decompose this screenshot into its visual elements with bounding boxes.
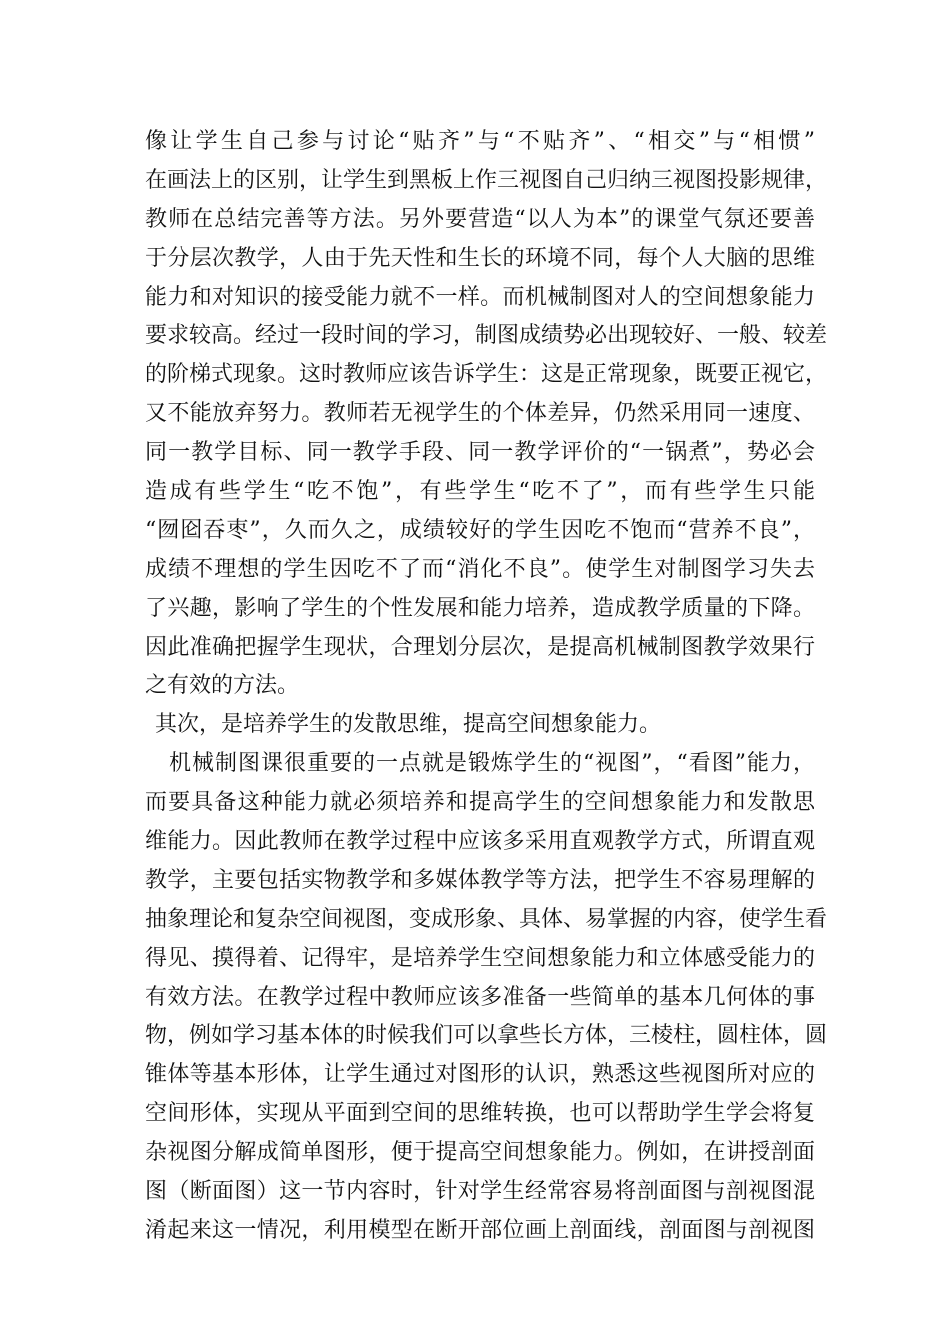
text-line: 了兴趣，影响了学生的个性发展和能力培养，造成教学质量的下降。 [145, 595, 815, 621]
text-line: 得见、摸得着、记得牢，是培养学生空间想象能力和立体感受能力的 [145, 945, 815, 971]
text-line: 在画法上的区别，让学生到黑板上作三视图自己归纳三视图投影规律， [145, 167, 828, 193]
text-line: 又不能放弃努力。教师若无视学生的个体差异，仍然采用同一速度、 [145, 401, 815, 427]
text-line: 教学，主要包括实物教学和多媒体教学等方法，把学生不容易理解的 [145, 867, 815, 893]
text-line: 于分层次教学，人由于先天性和生长的环境不同，每个人大脑的思维 [145, 245, 815, 271]
section-heading: 其次，是培养学生的发散思维，提高空间想象能力。 [155, 712, 662, 738]
text-line: “囫囵吞枣”，久而久之，成绩较好的学生因吃不饱而“营养不良”， [145, 517, 815, 543]
text-line: 因此准确把握学生现状，合理划分层次，是提高机械制图教学效果行 [145, 634, 815, 660]
text-line: 的阶梯式现象。这时教师应该告诉学生：这是正常现象，既要正视它， [145, 362, 828, 388]
text-line: 有效方法。在教学过程中教师应该多准备一些简单的基本几何体的事 [145, 984, 815, 1010]
text-line: 成绩不理想的学生因吃不了而“消化不良”。使学生对制图学习失去 [145, 556, 815, 582]
text-line: 之有效的方法。 [145, 673, 300, 699]
text-line: 像让学生自己参与讨论“贴齐”与“不贴齐”、“相交”与“相惯” [145, 129, 815, 154]
text-line: 维能力。因此教师在教学过程中应该多采用直观教学方式，所谓直观 [145, 829, 815, 855]
text-line: 能力和对知识的接受能力就不一样。而机械制图对人的空间想象能力 [145, 284, 815, 310]
text-line: 杂视图分解成简单图形，便于提高空间想象能力。例如，在讲授剖面 [145, 1140, 815, 1166]
text-line: 而要具备这种能力就必须培养和提高学生的空间想象能力和发散思 [145, 790, 815, 816]
text-line: 同一教学目标、同一教学手段、同一教学评价的“一锅煮”，势必会 [145, 440, 815, 466]
text-line: 淆起来这一情况，利用模型在断开部位画上剖面线，剖面图与剖视图 [145, 1217, 815, 1243]
text-line: 锥体等基本形体，让学生通过对图形的认识，熟悉这些视图所对应的 [145, 1062, 815, 1088]
text-line: 要求较高。经过一段时间的学习，制图成绩势必出现较好、一般、较差 [145, 323, 828, 349]
text-line: 教师在总结完善等方法。另外要营造“以人为本”的课堂气氛还要善 [145, 206, 815, 232]
text-line: 机械制图课很重要的一点就是锻炼学生的“视图”，“看图”能力， [169, 751, 815, 777]
body-text [145, 123, 828, 1251]
text-line: 物，例如学习基本体的时候我们可以拿些长方体，三棱柱，圆柱体，圆 [145, 1023, 828, 1049]
text-line: 造成有些学生“吃不饱”，有些学生“吃不了”，而有些学生只能 [145, 479, 815, 505]
text-line: 图（断面图）这一节内容时，针对学生经常容易将剖面图与剖视图混 [145, 1179, 815, 1205]
text-line: 空间形体，实现从平面到空间的思维转换，也可以帮助学生学会将复 [145, 1101, 815, 1127]
text-line: 抽象理论和复杂空间视图，变成形象、具体、易掌握的内容，使学生看 [145, 906, 828, 932]
